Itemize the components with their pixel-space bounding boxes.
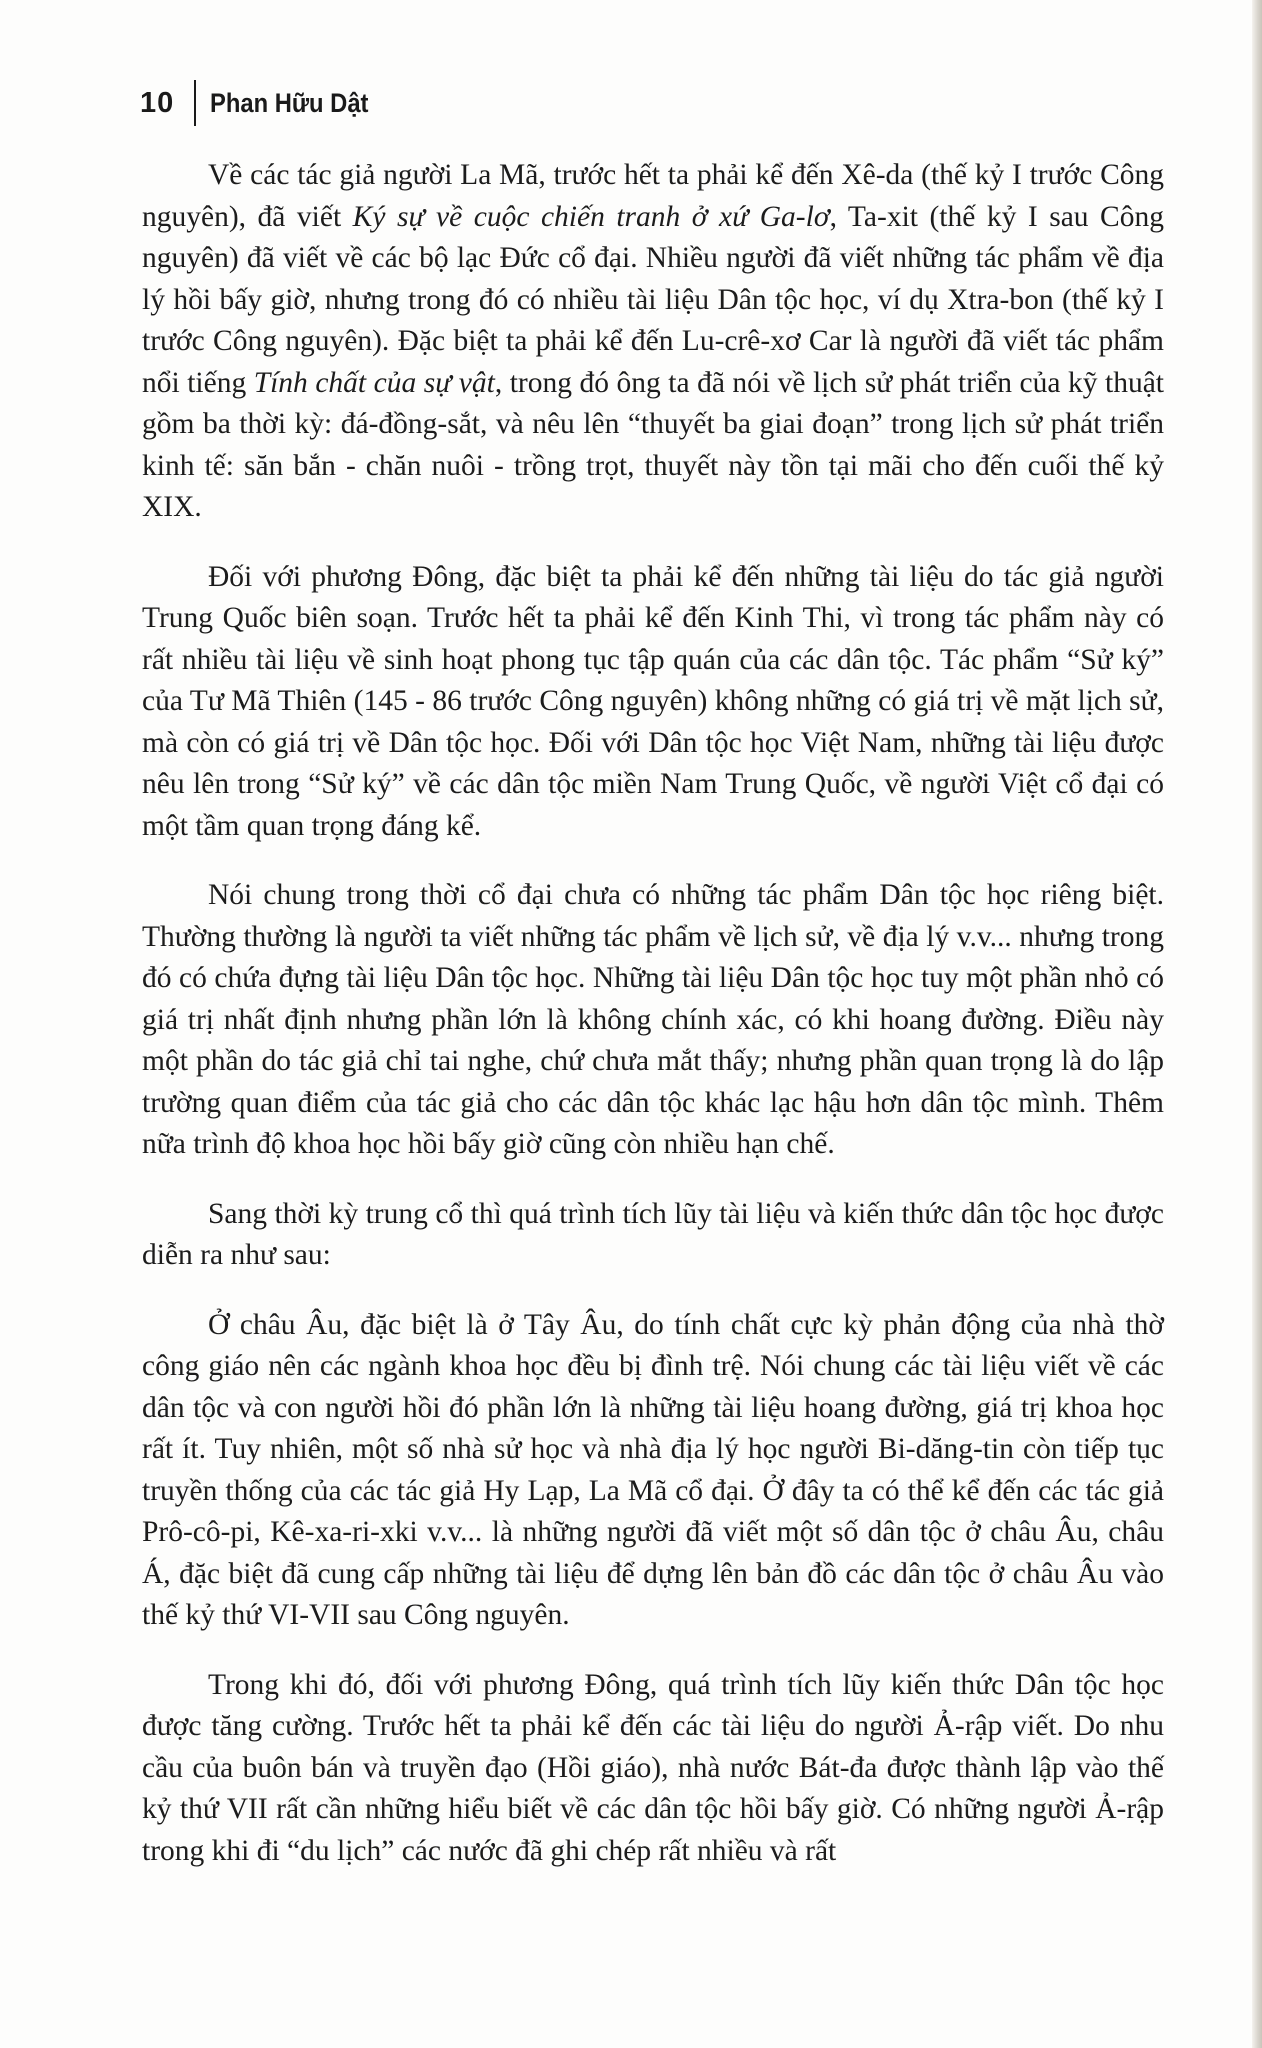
paragraph-roman-authors <box>142 155 1164 529</box>
italic-title: Tính chất của sự vật <box>253 366 495 399</box>
text-run: Nói chung trong thời cổ đại chưa có những tác phẩm Dân tộc học riêng biệt. Thường thường là người ta viết những tác phẩm về lịch sử, về địa lý v.v... nhưng trong đó có chứa đựng tài liệu Dân tộc học. Những tài liệu Dân tộc học tuy một phần nhỏ có giá trị nhất định nhưng phần lớn là không chính xác, có khi hoang đường. Điều này một phần do tác giả chỉ tai nghe, chứ chưa mắt thấy; nhưng phần quan trọng là do lập trường quan điểm của tác giả cho các dân tộc khác lạc hậu hơn dân tộc mình. Thêm nữa trình độ khoa học hồi bấy giờ cũng còn nhiều hạn chế. <box>142 879 1164 1160</box>
text-run: Về các tác giả người La Mã, trước hết ta phải kể đến Xê-da (thế kỷ I trước Công nguyên), đã viết <box>142 159 1164 233</box>
page-header <box>140 78 390 128</box>
text-run: Sang thời kỳ trung cổ thì quá trình tích lũy tài liệu và kiến thức dân tộc học được diễn ra như sau: <box>142 1197 1164 1271</box>
text-run: Đối với phương Đông, đặc biệt ta phải kể đến những tài liệu do tác giả người Trung Quốc biên soạn. Trước hết ta phải kể đến Kinh Thi, vì trong tác phẩm này có rất nhiều tài liệu về sinh hoạt phong tục tập quán của các dân tộc. Tác phẩm “Sử ký” của Tư Mã Thiên (145 - 86 trước Công nguyên) không những có giá trị về mặt lịch sử, mà còn có giá trị về Dân tộc học. Đối với Dân tộc học Việt Nam, những tài liệu được nêu lên trong “Sử ký” về các dân tộc miền Nam Trung Quốc, về người Việt cổ đại có một tầm quan trọng đáng kể. <box>142 560 1164 842</box>
running-head-author: Phan Hữu Dật <box>210 87 369 118</box>
page-number: 10 <box>140 86 175 119</box>
text-run: , Ta-xit (thế kỷ I sau Công nguyên) đã viết về các bộ lạc Đức cổ đại. Nhiều người đã viết những tác phẩm về địa lý hồi bấy giờ, nhưng trong đó có nhiều tài liệu Dân tộc học, ví dụ Xtra-bon (thế kỷ I trước Công nguyên). Đặc biệt ta phải kể đến Lu-crê-xơ Car là người đã viết tác phẩm nổi tiếng <box>142 200 1164 399</box>
header-divider <box>194 80 196 126</box>
paragraph-arab-sources <box>142 1665 1164 1873</box>
paragraph-medieval-intro <box>142 1194 1164 1277</box>
paragraph-eastern-sources <box>142 557 1164 848</box>
text-run: Ở châu Âu, đặc biệt là ở Tây Âu, do tính chất cực kỳ phản động của nhà thờ công giáo nên các ngành khoa học đều bị đình trệ. Nói chung các tài liệu viết về các dân tộc và con người hồi đó phần lớn là những tài liệu hoang đường, giá trị khoa học rất ít. Tuy nhiên, một số nhà sử học và nhà địa lý học người Bi-dăng-tin còn tiếp tục truyền thống của các tác giả Hy Lạp, La Mã cổ đại. Ở đây ta có thể kể đến các tác giả Prô-cô-pi, Kê-xa-ri-xki v.v... là những người đã viết một số dân tộc ở châu Âu, châu Á, đặc biệt đã cung cấp những tài liệu để dựng lên bản đồ các dân tộc ở châu Âu vào thế kỷ thứ VI-VII sau Công nguyên. <box>142 1308 1164 1631</box>
italic-title: Ký sự về cuộc chiến tranh ở xứ Ga-lơ <box>352 200 830 233</box>
paragraph-ancient-summary <box>142 875 1164 1166</box>
page-edge <box>1252 0 1262 2048</box>
text-run: , trong đó ông ta đã nói về lịch sử phát triển của kỹ thuật gồm ba thời kỳ: đá-đồng-sắt, và nêu lên “thuyết ba giai đoạn” trong lịch sử phát triển kinh tế: săn bắn - chăn nuôi - trồng trọt, thuyết này tồn tại mãi cho đến cuối thế kỷ XIX. <box>142 366 1164 523</box>
body-text <box>142 155 1164 1900</box>
paragraph-europe <box>142 1305 1164 1637</box>
text-run: Trong khi đó, đối với phương Đông, quá trình tích lũy kiến thức Dân tộc học được tăng cường. Trước hết ta phải kể đến các tài liệu do người Ả-rập viết. Do nhu cầu của buôn bán và truyền đạo (Hồi giáo), nhà nước Bát-đa được thành lập vào thế kỷ thứ VII rất cần những hiểu biết về các dân tộc hồi bấy giờ. Có những người Ả-rập trong khi đi “du lịch” các nước đã ghi chép rất nhiều và rất <box>142 1668 1164 1867</box>
